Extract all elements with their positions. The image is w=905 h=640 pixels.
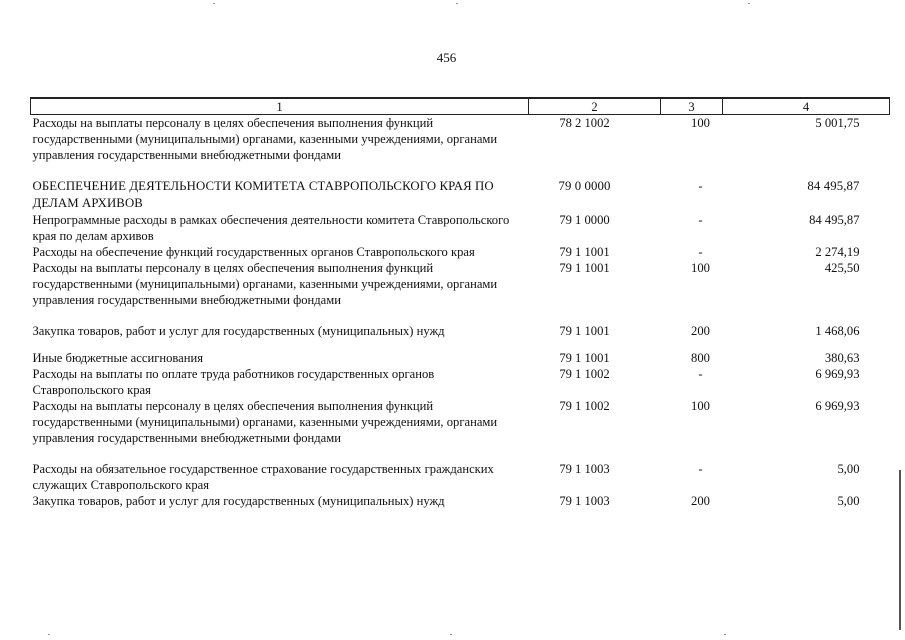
row-name: Закупка товаров, работ и услуг для государственных (муниципальных) нужд [32,494,445,508]
row-code: 79 1 1003 [559,494,610,508]
table-row [31,323,890,350]
row-amount: 425,50 [824,261,860,275]
table-row [31,260,890,323]
row-amount: 380,63 [824,351,860,365]
row-name: Иные бюджетные ассигнования [32,351,204,365]
row-amount: 6 969,93 [815,367,860,381]
column-header-amount: 4 [723,98,890,115]
table-row [31,366,890,398]
row-expense-type: - [698,367,703,381]
row-amount: 5 001,75 [815,116,860,130]
table-row [31,115,890,179]
row-name: Расходы на выплаты по оплате труда работников государственных органов Ставропольского края [32,367,435,397]
row-amount: 6 969,93 [815,399,860,413]
row-expense-type: 100 [691,399,710,413]
table-row [31,398,890,461]
row-name: ОБЕСПЕЧЕНИЕ ДЕЯТЕЛЬНОСТИ КОМИТЕТА СТАВРОПОЛЬСКОГО КРАЯ ПО ДЕЛАМ АРХИВОВ [32,179,494,210]
row-amount: 1 468,06 [815,324,860,338]
table-row [31,212,890,244]
table-row [31,178,890,212]
scan-speck [450,634,452,635]
scan-speck [724,634,726,635]
row-code: 79 1 1001 [559,245,610,259]
table-header-row [31,98,890,115]
row-expense-type: - [698,462,703,476]
row-amount: 2 274,19 [815,245,860,259]
row-code: 79 1 1002 [559,399,610,413]
table-row [31,461,890,493]
row-code: 79 1 1001 [559,324,610,338]
row-name: Закупка товаров, работ и услуг для государственных (муниципальных) нужд [32,324,445,338]
row-code: 79 0 0000 [558,179,611,193]
row-name: Расходы на обязательное государственное страхование государственных гражданских служащих Ставропольского края [32,462,494,492]
row-code: 78 2 1002 [559,116,610,130]
row-expense-type: 100 [691,261,710,275]
table-row [31,493,890,509]
row-expense-type: 800 [691,351,710,365]
row-expense-type: - [698,179,703,193]
row-name: Расходы на выплаты персоналу в целях обеспечения выполнения функций государственными (муниципальными) органами, казенными учреждениями, органами управления государственными внебюджетными фондами [32,261,498,307]
scan-speck [456,3,458,4]
row-amount: 84 495,87 [807,179,860,193]
table-row [31,350,890,366]
budget-table [30,97,890,509]
row-expense-type: - [698,213,703,227]
scan-speck [48,634,50,635]
row-expense-type: - [698,245,703,259]
row-code: 79 1 1001 [559,261,610,275]
scan-edge-line [899,470,901,630]
row-expense-type: 100 [691,116,710,130]
row-amount: 5,00 [837,462,860,476]
row-amount: 84 495,87 [809,213,860,227]
page-number: 456 [436,50,457,65]
row-name: Непрограммные расходы в рамках обеспечения деятельности комитета Ставропольского края по делам архивов [32,213,510,243]
row-name: Расходы на обеспечение функций государственных органов Ставропольского края [32,245,475,259]
column-header-expense-type: 3 [661,98,723,115]
row-name: Расходы на выплаты персоналу в целях обеспечения выполнения функций государственными (муниципальными) органами, казенными учреждениями, органами управления государственными внебюджетными фондами [32,399,498,445]
row-amount: 5,00 [837,494,860,508]
column-header-name: 1 [31,98,529,115]
row-expense-type: 200 [691,494,710,508]
scan-speck [213,3,215,4]
column-header-code: 2 [529,98,661,115]
scan-speck [748,3,750,4]
row-code: 79 1 1001 [559,351,610,365]
row-code: 79 1 1002 [559,367,610,381]
row-expense-type: 200 [691,324,710,338]
row-code: 79 1 0000 [559,213,610,227]
table-row [31,244,890,260]
row-name: Расходы на выплаты персоналу в целях обеспечения выполнения функций государственными (муниципальными) органами, казенными учреждениями, органами управления государственными внебюджетными фондами [32,116,498,162]
row-code: 79 1 1003 [559,462,610,476]
